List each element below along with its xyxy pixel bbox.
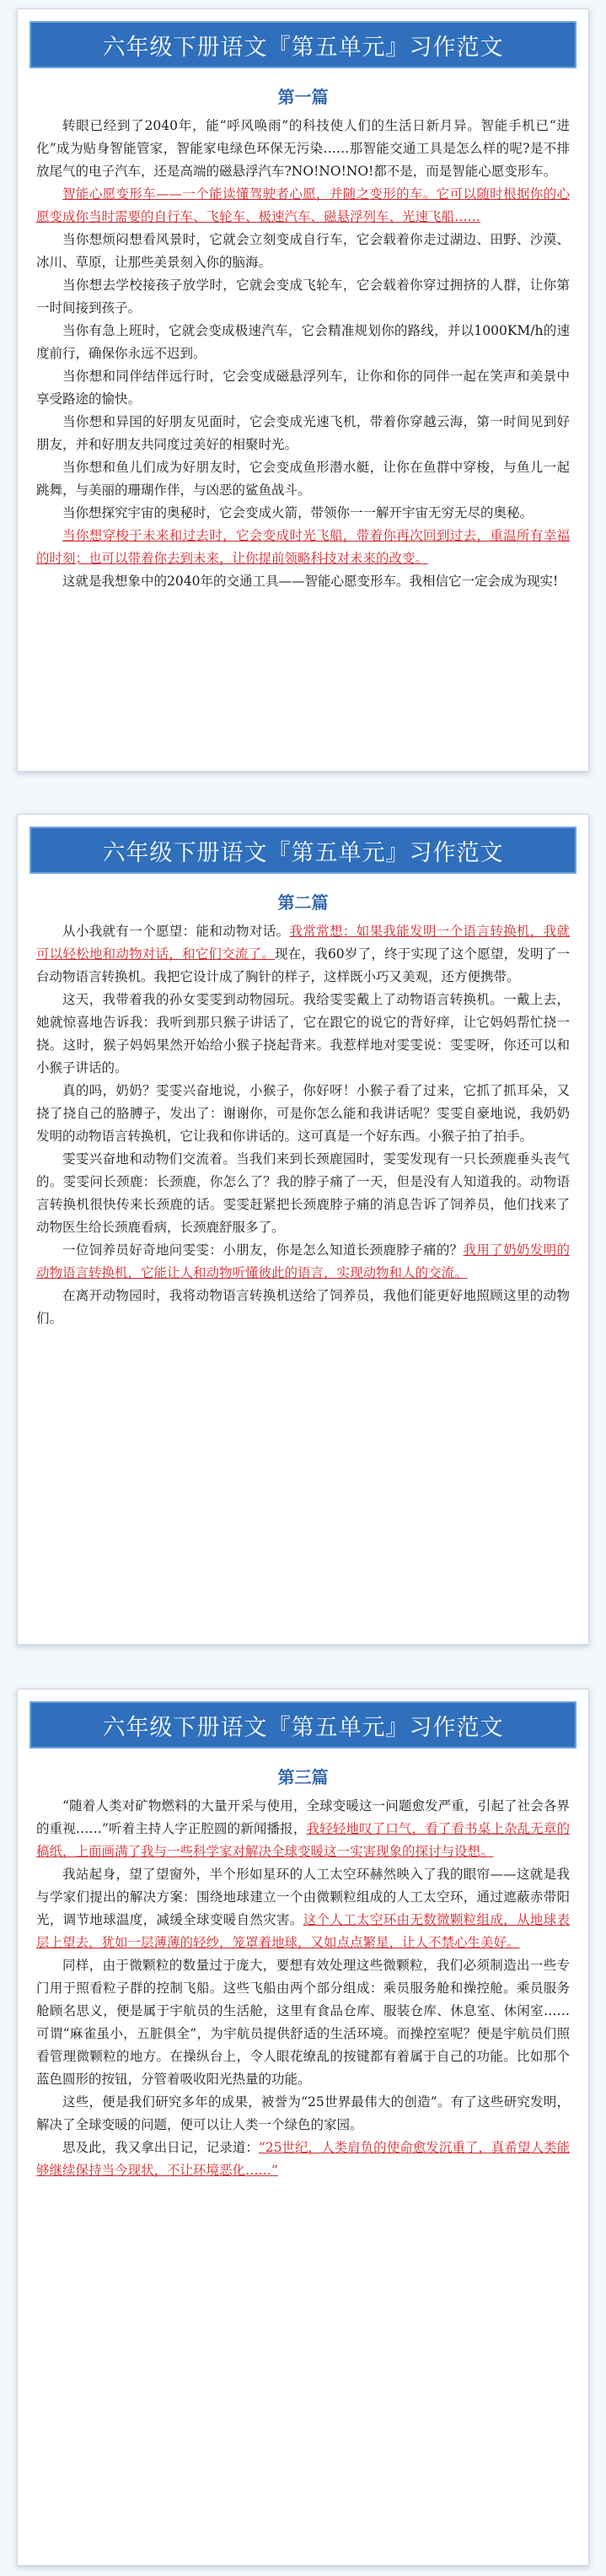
paragraph-text: 一位饲养员好奇地问雯雯：小朋友，你是怎么知道长颈鹿脖子痛的？ — [62, 1242, 464, 1258]
paragraph-text: 这就是我想象中的2040年的交通工具——智能心愿变形车。我相信它一定会成为现实! — [62, 574, 559, 589]
paragraph-text: 真的吗，奶奶？雯雯兴奋地说，小猴子，你好呀！小猴子看了过来，它抓了抓耳朵，又挠了挠自己的胳膊子，发出了：谢谢你，可是你怎么能和我讲话呢？雯雯自豪地说，我奶奶发明的动物语言转换机，它让我和你讲话的。这可真是一个好东西。小猴子拍了拍手。 — [36, 1083, 570, 1144]
paragraph-text: 当你有急上班时，它就会变成极速汽车，它会精准规划你的路线，并以1000KM/h的速度前行，确保你永远不迟到。 — [36, 323, 570, 361]
paragraph-text: 我站起身，望了望窗外，半个形如星环的人工太空环赫然映入了我的眼帘——这就是我与学家们提出的解决方案：围绕地球建立一个由微颗粒组成的人工太空环，通过遮蔽赤带阳光，调节地球温度，减缓全球变暖自然灾害。 — [36, 1867, 570, 1927]
paragraph-text: 这些，便是我们研究多年的成果，被誉为“25世界最伟大的创造”。有了这些研究发明，解决了全球变暖的问题，便可以让人类一个绿色的家园。 — [36, 2094, 570, 2132]
essay-paragraph — [36, 1148, 570, 1239]
essay-title: 第二篇 — [277, 892, 329, 913]
card-banner: 六年级下册语文『第五单元』习作范文 — [29, 827, 577, 874]
highlighted-sentence: 我轻轻地叹了口气，看了看书桌上杂乱无章的稿纸，上面画满了我与一些科学家对解决全球变暖这一实害现象的探讨与设想。 — [36, 1821, 570, 1859]
paragraph-text: 当你想和同伴结伴远行时，它会变成磁悬浮列车，让你和你的同伴一起在笑声和美景中享受路途的愉快。 — [36, 369, 570, 407]
paragraph-text: 同样，由于微颗粒的数量过于庞大，要想有效处理这些微颗粒，我们必须制造出一些专门用于照看粒子群的控制飞船。这些飞船由两个部分组成：乘员服务舱和操控舱。乘员服务舱顾名思义，便是属于宇航员的生活舱，这里有食品仓库、服装仓库、休息室、休闲室……可谓“麻雀虽小，五脏俱全”，为宇航员提供舒适的生活环境。而操控室呢？便是宇航员们照看管理微颗粒的地方。在操纵台上，令人眼花缭乱的按键都有着属于自己的功能。比如那个蓝色圆形的按钮，分管着吸收阳光热量的功能。 — [36, 1958, 570, 2087]
essay-paragraph — [36, 920, 570, 989]
essay-title: 第三篇 — [277, 1767, 329, 1787]
paragraph-text: 思及此，我又拿出日记，记录道： — [62, 2140, 259, 2155]
paragraph-text: 从小我就有一个愿望：能和动物对话。 — [62, 924, 290, 939]
essay-paragraph — [36, 525, 570, 570]
essay-paragraph — [36, 229, 570, 274]
paragraph-text: 现在，我60岁了，终于实现了这个愿望，发明了一台动物语言转换机。我把它设计成了胸针的样子，这样既小巧又美观，还方便携带。 — [36, 946, 570, 984]
card-banner: 六年级下册语文『第五单元』习作范文 — [29, 21, 577, 68]
paragraph-text: 当你想探究宇宙的奥秘时，它会变成火箭，带领你一一解开宇宙无穷无尽的奥秘。 — [62, 505, 534, 520]
essay-paragraph — [36, 502, 570, 525]
essay-paragraph — [36, 274, 570, 320]
highlighted-sentence: 当你想穿梭于未来和过去时，它会变成时光飞船，带着你再次回到过去，重温所有幸福的时刻；也可以带着你去到未来，让你提前领略科技对未来的改变。 — [36, 528, 570, 566]
essay-paragraph — [36, 1954, 570, 2091]
essay-card-2 — [17, 814, 589, 1645]
paragraph-text: “随着人类对矿物燃料的大量开采与使用，全球变暖这一问题愈发严重，引起了社会各界的重视……”听着主持人字正腔圆的新闻播报， — [36, 1798, 570, 1836]
essay-body — [18, 889, 588, 1345]
essay-card-1 — [17, 8, 589, 772]
paragraph-text: 这天，我带着我的孙女雯雯到动物园玩。我给雯雯戴上了动物语言转换机。一戴上去，她就惊喜地告诉我：我听到那只猴子讲话了，它在跟它的说它的背好痒，让它妈妈帮忙挠一挠。这时，猴子妈妈果然开始给小猴子挠起背来。我惹样地对雯雯说：雯雯呀，你还可以和小猴子讲话的。 — [36, 992, 570, 1075]
card-banner: 六年级下册语文『第五单元』习作范文 — [29, 1701, 577, 1749]
paragraph-text: 转眼已经到了2040年，能“呼风唤雨”的科技使人们的生活日新月异。智能手机已“进化”成为贴身智能管家，智能家电绿色环保无污染……那智能交通工具是怎么样的呢?是不排放尾气的电子汽车，还是高端的磁悬浮汽车?NO!NO!NO!都不是，而是智能心愿变形车。 — [36, 118, 570, 179]
essay-body — [18, 1764, 588, 2197]
essay-paragraph — [36, 365, 570, 411]
paragraph-text: 当你想去学校接孩子放学时，它就会变成飞轮车，它会载着你穿过拥挤的人群，让你第一时间接到孩子。 — [36, 278, 570, 315]
essay-paragraph — [36, 1285, 570, 1330]
paragraph-text: 在离开动物园时，我将动物语言转换机送给了饲养员，我他们能更好地照顾这里的动物们。 — [36, 1288, 570, 1326]
essay-paragraph — [36, 320, 570, 365]
highlighted-sentence: 智能心愿变形车——一个能读懂驾驶者心愿，并随之变形的车。它可以随时根据你的心愿变成你当时需要的自行车、飞轮车、极速汽车、磁悬浮列车、光速飞船…… — [36, 186, 570, 224]
paragraph-text: 当你想和鱼儿们成为好朋友时，它会变成鱼形潜水艇，让你在鱼群中穿梭，与鱼儿一起跳舞，与美丽的珊瑚作伴，与凶恶的鲨鱼战斗。 — [36, 460, 570, 498]
essay-body — [18, 84, 588, 608]
essay-paragraph — [36, 2137, 570, 2182]
paragraph-text: 当你想和异国的好朋友见面时，它会变成光速飞机，带着你穿越云海，第一时间见到好朋友，并和好朋友共同度过美好的相聚时光。 — [36, 414, 570, 452]
essay-paragraph — [36, 411, 570, 456]
essay-paragraph — [36, 1863, 570, 1954]
essay-paragraph — [36, 115, 570, 183]
highlighted-sentence: 我常常想：如果我能发明一个语言转换机，我就可以轻松地和动物对话，和它们交流了。 — [36, 924, 570, 962]
essay-paragraph — [36, 2091, 570, 2137]
highlighted-sentence: 这个人工太空环由无数微颗粒组成，从地球表层上望去，犹如一层薄薄的轻纱，笼罩着地球，又如点点繁星，让人不禁心生美好。 — [36, 1912, 570, 1950]
essay-paragraph — [36, 456, 570, 502]
essay-paragraph — [36, 1239, 570, 1285]
highlighted-sentence: “25世纪，人类肩负的使命愈发沉重了，真希望人类能够继续保持当今现状，不让环境恶化……” — [36, 2140, 570, 2178]
essay-paragraph — [36, 989, 570, 1080]
essay-paragraph — [36, 183, 570, 229]
essay-title: 第一篇 — [277, 87, 329, 107]
paragraph-text: 雯雯兴奋地和动物们交流着。当我们来到长颈鹿园时，雯雯发现有一只长颈鹿垂头丧气的。雯雯问长颈鹿：长颈鹿，你怎么了？我的脖子痛了一天，但是没有人知道我的。动物语言转换机很快传来长颈鹿的话。雯雯赶紧把长颈鹿脖子痛的消息告诉了饲养员，他们找来了动物医生给长颈鹿看病，长颈鹿舒服多了。 — [36, 1151, 570, 1235]
paragraph-text: 当你想烦闷想看风景时，它就会立刻变成自行车，它会载着你走过湖边、田野、沙漠、冰川、草原，让那些美景刻入你的脑海。 — [36, 232, 570, 270]
essay-card-3 — [17, 1689, 589, 2566]
essay-paragraph — [36, 570, 570, 593]
essay-paragraph — [36, 1795, 570, 1863]
highlighted-sentence: 我用了奶奶发明的动物语言转换机，它能让人和动物听懂彼此的语言，实现动物和人的交流。 — [36, 1242, 570, 1280]
essay-paragraph — [36, 1080, 570, 1148]
